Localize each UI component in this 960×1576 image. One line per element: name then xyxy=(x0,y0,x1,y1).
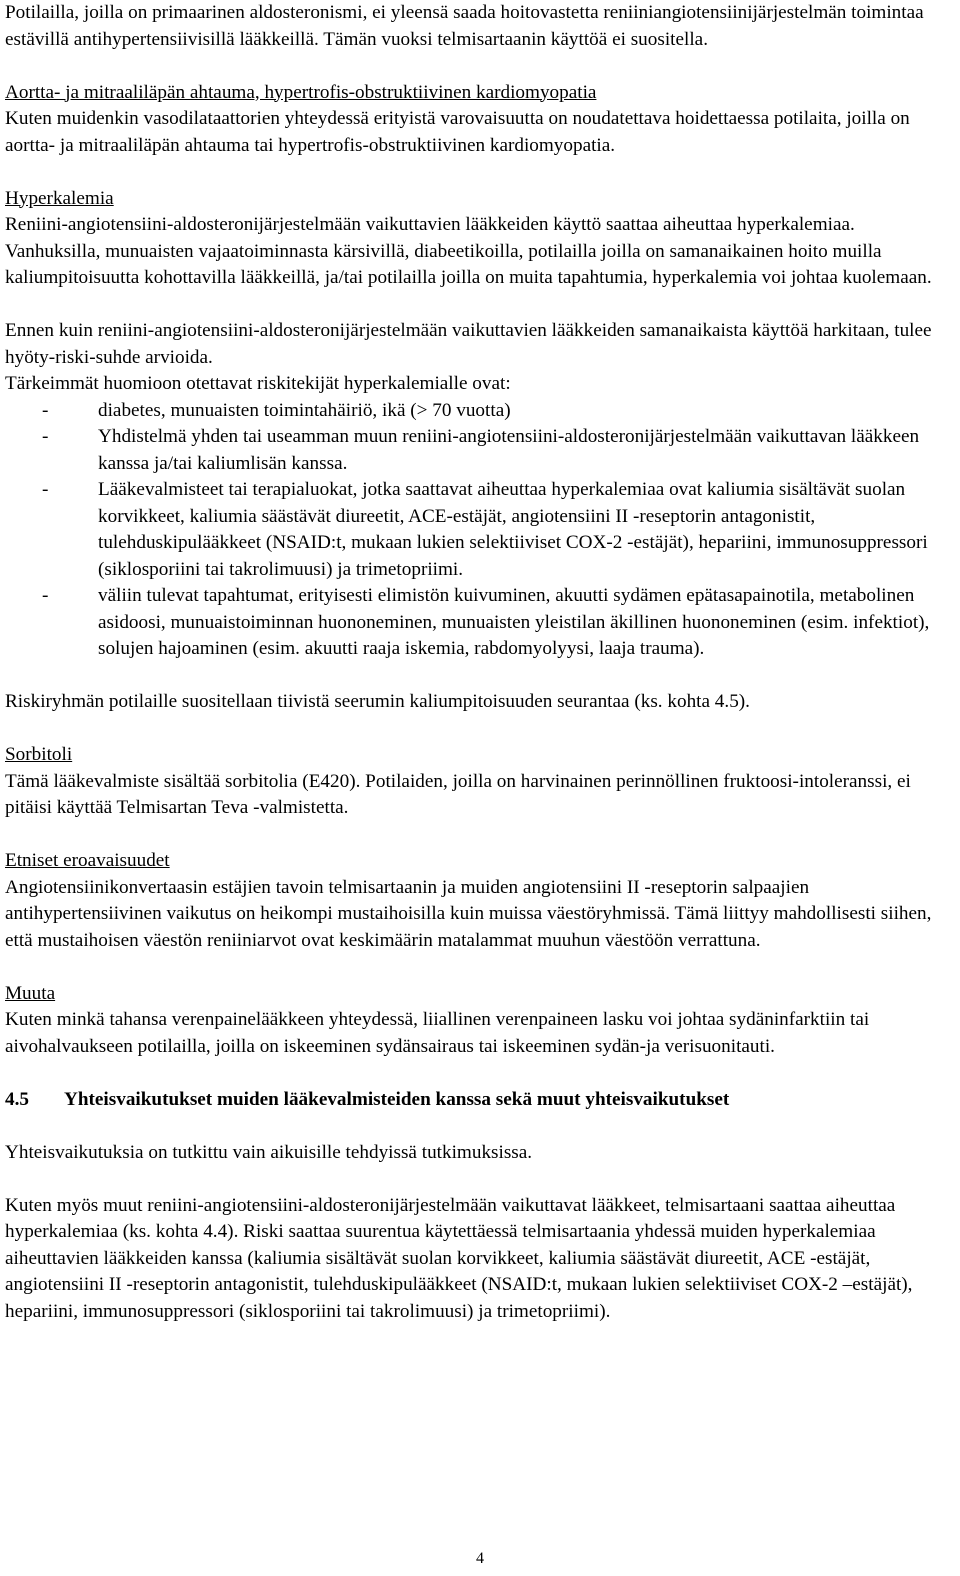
document-page xyxy=(5,0,955,1325)
list-dash: - xyxy=(42,399,49,421)
list-item-text: Lääkevalmisteet tai terapialuokat, jotka saattavat aiheuttaa hyperkalemiaa ovat kaliumia sisältävät suolan korvikkeet, kaliumia säästävät diureetit, ACE-estäjät, angiotensiini II -reseptorin antagonistit, tulehduskipulääkkeet (NSAID:t, mukaan lukien selektiiviset COX-2 -estäjät), hepariini, immunosuppressori (siklosporiini tai takrolimuusi) ja trimetopriimi. xyxy=(98,479,928,580)
hyperkalemia-paragraph-5: Riskiryhmän potilaille suositellaan tiivistä seerumin kaliumpitoisuuden seurantaa (ks. kohta 4.5). xyxy=(5,691,750,712)
primary-aldosteronism-paragraph: Potilailla, joilla on primaarinen aldosteronismi, ei yleensä saada hoitovastetta reniiniangiotensiinijärjestelmän toimintaa estävillä antihypertensiivisillä lääkkeillä. Tämän vuoksi telmisartaanin käyttöä ei suositella. xyxy=(5,2,924,50)
etniset-paragraph: Angiotensiinikonvertaasin estäjien tavoin telmisartaanin ja muiden angiotensiini II -reseptorin salpaajien antihypertensiivinen vaikutus on heikompi mustaihoisilla kuin muissa väestöryhmissä. Tämä liittyy mahdollisesti siihen, että mustaihoisen väestön reniiniarvot ovat keskimäärin matalammat muuhun väestöön verrattuna. xyxy=(5,876,932,951)
hyperkalemia-paragraph-4: Tärkeimmät huomioon otettavat riskitekijät hyperkalemialle ovat: xyxy=(5,373,511,394)
section-4-5-paragraph-2: Kuten myös muut reniini-angiotensiini-aldosteronijärjestelmään vaikuttavat lääkkeet, telmisartaani saattaa aiheuttaa hyperkalemiaa (ks. kohta 4.4). Riski saattaa suurentua käytettäessä telmisartaania yhdessä muiden hyperkalemiaa aiheuttavien lääkkeiden kanssa (kaliumia sisältävät suolan korvikkeet, kaliumia säästävät diureetit, ACE -estäjät, angiotensiini II -reseptorin antagonistit, tulehduskipulääkkeet (NSAID:t, mukaan lukien selektiiviset COX-2 –estäjät), hepariini, immunosuppressori (siklosporiini tai takrolimuusi) ja trimetopriimi). xyxy=(5,1194,913,1322)
section-4-5-paragraph-1: Yhteisvaikutuksia on tutkittu vain aikuisille tehdyissä tutkimuksissa. xyxy=(5,1141,533,1163)
list-item xyxy=(5,477,955,583)
hyperkalemia-heading: Hyperkalemia xyxy=(5,187,114,209)
list-dash: - xyxy=(42,479,49,500)
page-number: 4 xyxy=(476,1550,484,1567)
muuta-paragraph: Kuten minkä tahansa verenpainelääkkeen yhteydessä, liiallinen verenpaineen lasku voi johtaa sydäninfarktiin tai aivohalvaukseen potilailla, joilla on iskeeminen sydänsairaus tai iskeeminen sydän-ja verisuonitauti. xyxy=(5,1009,870,1057)
muuta-heading: Muuta xyxy=(5,982,56,1004)
etniset-heading: Etniset eroavaisuudet xyxy=(5,850,170,871)
aortta-paragraph: Kuten muidenkin vasodilataattorien yhteydessä erityistä varovaisuutta on noudatettava hoidettaessa potilaita, joilla on aortta- ja mitraaliläpän ahtauma tai hypertrofis-obstruktiivinen kardiomyopatia. xyxy=(5,108,910,156)
list-item-text: diabetes, munuaisten toimintahäiriö, ikä (> 70 vuotta) xyxy=(98,399,511,421)
risk-factor-list xyxy=(5,398,955,663)
list-item xyxy=(5,583,955,663)
sorbitoli-heading: Sorbitoli xyxy=(5,744,73,765)
list-dash: - xyxy=(42,426,49,447)
list-item-text: Yhdistelmä yhden tai useamman muun reniini-angiotensiini-aldosteronijärjestelmään vaikuttavan lääkkeen kanssa ja/tai kaliumlisän kanssa. xyxy=(98,426,920,474)
section-title: Yhteisvaikutukset muiden lääkevalmisteiden kanssa sekä muut yhteisvaikutukset xyxy=(64,1088,730,1110)
list-item xyxy=(5,424,955,477)
sorbitoli-paragraph: Tämä lääkevalmiste sisältää sorbitolia (E420). Potilaiden, joilla on harvinainen perinnöllinen fruktoosi-intoleranssi, ei pitäisi käyttää Telmisartan Teva -valmistetta. xyxy=(5,770,911,818)
section-number: 4.5 xyxy=(5,1088,29,1110)
hyperkalemia-paragraph-1: Reniini-angiotensiini-aldosteronijärjestelmään vaikuttavien lääkkeiden käyttö saattaa aiheuttaa hyperkalemiaa. xyxy=(5,214,855,235)
hyperkalemia-paragraph-3: Ennen kuin reniini-angiotensiini-aldosteronijärjestelmään vaikuttavien lääkkeiden samanaikaista käyttöä harkitaan, tulee hyöty-riski-suhde arvioida. xyxy=(5,320,932,368)
list-dash: - xyxy=(42,585,49,606)
hyperkalemia-paragraph-2: Vanhuksilla, munuaisten vajaatoiminnasta kärsivillä, diabeetikoilla, potilailla joilla on samanaikainen hoito muilla kaliumpitoisuutta kohottavilla lääkkeillä, ja/tai potilailla joilla on muita tapahtumia, hyperkalemia voi johtaa kuolemaan. xyxy=(5,240,932,288)
section-4-5-heading xyxy=(5,1087,955,1114)
aortta-heading: Aortta- ja mitraaliläpän ahtauma, hypertrofis-obstruktiivinen kardiomyopatia xyxy=(5,81,597,103)
list-item xyxy=(5,398,955,425)
list-item-text: väliin tulevat tapahtumat, erityisesti elimistön kuivuminen, akuutti sydämen epätasapainotila, metabolinen asidoosi, munuaistoiminnan huononeminen, munuaisten yleistilan äkillinen huononeminen (esim. infektiot), solujen hajoaminen (esim. akuutti raaja iskemia, rabdomyolyysi, laaja trauma). xyxy=(98,585,930,659)
